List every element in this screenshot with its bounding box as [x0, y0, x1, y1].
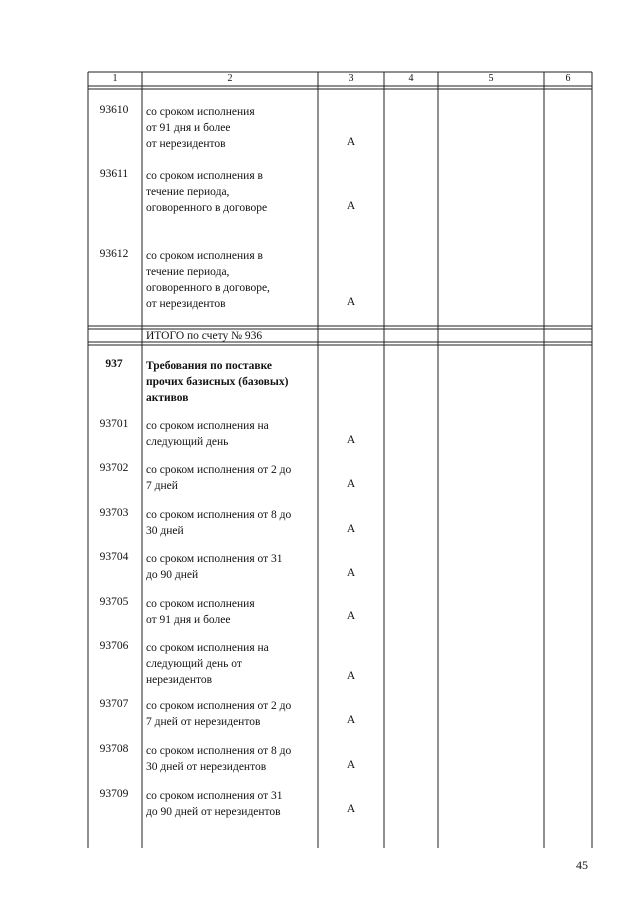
- account-description: со сроком исполнения в течение периода, оговоренного в договоре: [146, 170, 268, 214]
- header-col-3: 3: [348, 73, 354, 84]
- account-code: 93701: [99, 418, 129, 430]
- account-description: со сроком исполнения на следующий день от нерезидентов: [146, 642, 269, 686]
- page-number: 45: [576, 858, 588, 872]
- total-row-label: ИТОГО по счету № 936: [146, 330, 263, 342]
- account-description: со сроком исполнения от 31 до 90 дней: [146, 553, 283, 581]
- account-description: со сроком исполнения на следующий день: [146, 420, 269, 448]
- account-description: со сроком исполнения от 2 до 7 дней: [146, 464, 292, 492]
- header-col-6: 6: [565, 73, 571, 84]
- account-description: со сроком исполнения от 2 до 7 дней от нерезидентов: [146, 700, 292, 728]
- account-code: 93610: [99, 104, 129, 116]
- account-type: А: [346, 523, 356, 535]
- account-group-code: 937: [105, 358, 123, 370]
- account-type: А: [346, 714, 356, 726]
- account-type: А: [346, 670, 356, 682]
- account-type: А: [346, 610, 356, 622]
- account-type: А: [346, 478, 356, 490]
- account-type: А: [346, 759, 356, 771]
- account-group-title: Требования по поставке прочих базисных (базовых) активов: [146, 360, 289, 404]
- account-code: 93707: [99, 698, 129, 710]
- account-description: со сроком исполнения от 91 дня и более от нерезидентов: [146, 106, 255, 150]
- header-col-5: 5: [488, 73, 494, 84]
- account-description: со сроком исполнения от 91 дня и более: [146, 598, 255, 626]
- account-code: 93708: [99, 743, 129, 755]
- account-type: А: [346, 136, 356, 148]
- account-description: со сроком исполнения от 31 до 90 дней от нерезидентов: [146, 790, 283, 818]
- account-description: со сроком исполнения в течение периода, оговоренного в договоре, от нерезидентов: [146, 250, 270, 310]
- account-type: А: [346, 200, 356, 212]
- account-code: 93612: [99, 248, 129, 260]
- account-code: 93704: [99, 551, 129, 563]
- account-code: 93709: [99, 788, 129, 800]
- account-type: А: [346, 567, 356, 579]
- account-type: А: [346, 434, 356, 446]
- account-code: 93611: [99, 168, 129, 180]
- account-description: со сроком исполнения от 8 до 30 дней: [146, 509, 292, 537]
- account-code: 93703: [99, 507, 129, 519]
- account-code: 93702: [99, 462, 129, 474]
- account-description: со сроком исполнения от 8 до 30 дней от нерезидентов: [146, 745, 292, 773]
- header-col-2: 2: [227, 73, 233, 84]
- header-col-4: 4: [408, 73, 414, 84]
- account-type: А: [346, 296, 356, 308]
- header-col-1: 1: [112, 73, 118, 84]
- account-code: 93705: [99, 596, 129, 608]
- account-type: А: [346, 803, 356, 815]
- account-code: 93706: [99, 640, 129, 652]
